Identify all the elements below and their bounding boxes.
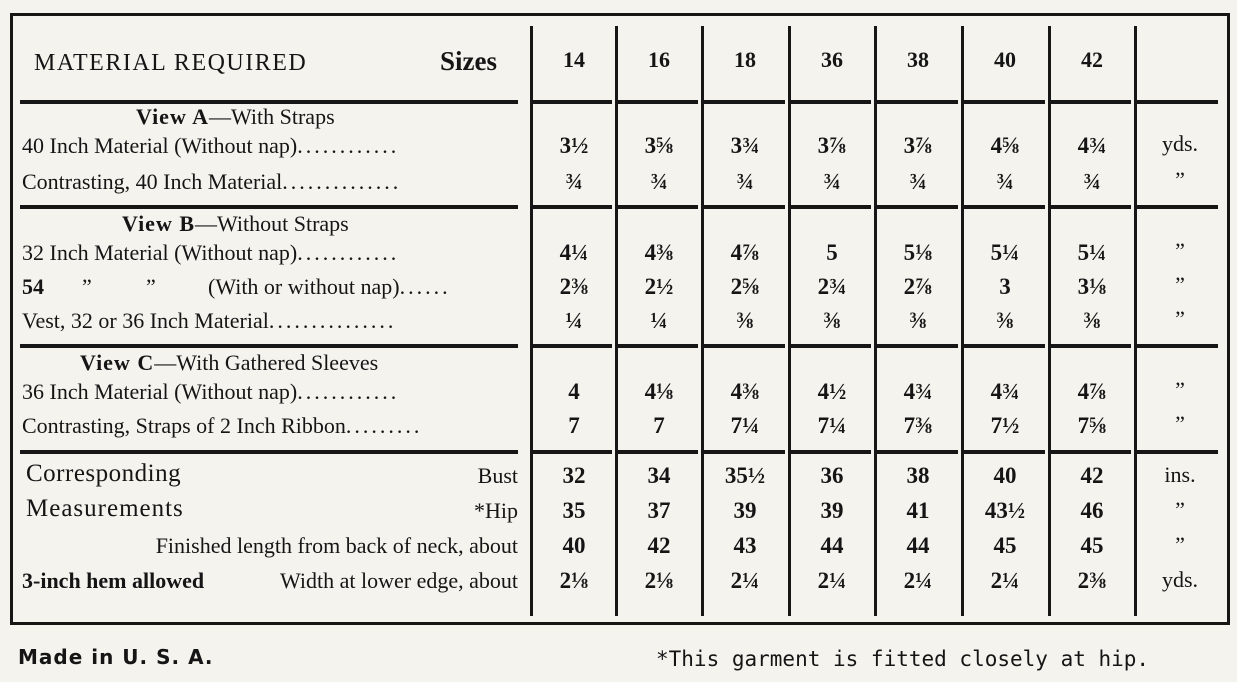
value-cell: 5⅛ bbox=[903, 240, 933, 265]
unit-cell: ” bbox=[1175, 411, 1185, 436]
material-label bbox=[22, 308, 396, 334]
value-cell: 32 bbox=[562, 463, 586, 488]
horizontal-rule bbox=[791, 205, 871, 209]
value-cell: 46 bbox=[1080, 498, 1104, 523]
label-text: Contrasting, 40 Inch Material bbox=[22, 169, 283, 194]
label-text: Contrasting, Straps of 2 Inch Ribbon bbox=[22, 413, 346, 438]
horizontal-rule bbox=[20, 205, 518, 209]
value-cell: 4¼ bbox=[559, 240, 589, 265]
view-heading bbox=[136, 104, 335, 130]
column-divider bbox=[874, 26, 877, 616]
measurement-label: Bust bbox=[477, 463, 518, 488]
horizontal-rule bbox=[533, 450, 612, 454]
value-cell: 40 bbox=[993, 463, 1017, 488]
value-cell: 3½ bbox=[559, 133, 589, 158]
value-cell: 2⅛ bbox=[559, 568, 589, 593]
size-header-40: 40 bbox=[994, 47, 1016, 72]
horizontal-rule bbox=[618, 450, 698, 454]
horizontal-rule bbox=[1137, 100, 1218, 104]
view-heading bbox=[80, 350, 378, 376]
horizontal-rule bbox=[877, 205, 958, 209]
unit-cell: ” bbox=[1175, 377, 1185, 402]
value-cell: ¾ bbox=[909, 169, 927, 194]
horizontal-rule bbox=[1051, 205, 1131, 209]
value-cell: 36 bbox=[820, 463, 844, 488]
dot-leader: ............ bbox=[297, 240, 400, 265]
value-cell: 35½ bbox=[724, 463, 766, 488]
measurements-label: Measurements bbox=[26, 495, 184, 522]
value-cell: 2¼ bbox=[903, 568, 933, 593]
dot-leader: ...... bbox=[399, 274, 451, 299]
value-cell: 44 bbox=[820, 533, 844, 558]
value-cell: 39 bbox=[820, 498, 844, 523]
value-cell: 2⅜ bbox=[559, 274, 589, 299]
value-cell: 37 bbox=[647, 498, 671, 523]
value-cell: 45 bbox=[993, 533, 1017, 558]
unit-cell: ins. bbox=[1164, 462, 1196, 487]
horizontal-rule bbox=[964, 344, 1045, 348]
value-cell: 3⅞ bbox=[817, 133, 847, 158]
value-cell: 2⅝ bbox=[730, 274, 760, 299]
size-header-38: 38 bbox=[907, 47, 929, 72]
corresponding-label: Corresponding bbox=[26, 460, 182, 487]
value-cell: 45 bbox=[1080, 533, 1104, 558]
view-description: —With Straps bbox=[209, 104, 335, 129]
label-text: (With or without nap) bbox=[208, 274, 400, 299]
horizontal-rule bbox=[1051, 344, 1131, 348]
horizontal-rule bbox=[964, 205, 1045, 209]
horizontal-rule bbox=[791, 450, 871, 454]
unit-cell: ” bbox=[1175, 532, 1185, 557]
measurement-label: *Hip bbox=[474, 498, 518, 523]
value-cell: 41 bbox=[906, 498, 930, 523]
value-cell: 3⅝ bbox=[644, 133, 674, 158]
value-cell: 2⅜ bbox=[1077, 568, 1107, 593]
horizontal-rule bbox=[1137, 344, 1218, 348]
horizontal-rule bbox=[618, 344, 698, 348]
unit-cell: ” bbox=[1175, 272, 1185, 297]
value-cell: 2¾ bbox=[817, 274, 847, 299]
horizontal-rule bbox=[704, 100, 785, 104]
column-divider bbox=[615, 26, 618, 616]
dot-leader: ............ bbox=[297, 133, 400, 158]
value-cell: ⅜ bbox=[909, 308, 927, 333]
view-description: —With Gathered Sleeves bbox=[154, 350, 379, 375]
value-cell: ⅜ bbox=[996, 308, 1014, 333]
value-cell: ⅜ bbox=[823, 308, 841, 333]
value-cell: 38 bbox=[906, 463, 930, 488]
dot-leader: ............ bbox=[297, 379, 400, 404]
value-cell: 34 bbox=[647, 463, 671, 488]
value-cell: 7½ bbox=[990, 413, 1020, 438]
horizontal-rule bbox=[20, 450, 518, 454]
material-label bbox=[22, 169, 401, 195]
value-cell: 3⅛ bbox=[1077, 274, 1107, 299]
value-cell: 2½ bbox=[644, 274, 674, 299]
ditto-mark: ” bbox=[146, 274, 156, 299]
value-cell: 4½ bbox=[817, 379, 847, 404]
value-cell: ¾ bbox=[736, 169, 754, 194]
unit-cell: ” bbox=[1175, 167, 1185, 192]
value-cell: 4⅞ bbox=[730, 240, 760, 265]
value-cell: 43½ bbox=[984, 498, 1026, 523]
horizontal-rule bbox=[964, 100, 1045, 104]
value-cell: 4⅜ bbox=[644, 240, 674, 265]
value-cell: 35 bbox=[562, 498, 586, 523]
horizontal-rule bbox=[877, 344, 958, 348]
dot-leader: .............. bbox=[282, 169, 402, 194]
view-heading bbox=[122, 211, 349, 237]
value-cell: 4¾ bbox=[1077, 133, 1107, 158]
value-cell: ¾ bbox=[650, 169, 668, 194]
value-cell: 2⅞ bbox=[903, 274, 933, 299]
column-divider bbox=[1134, 26, 1137, 616]
value-cell: 4¾ bbox=[990, 379, 1020, 404]
horizontal-rule bbox=[704, 450, 785, 454]
value-cell: 5¼ bbox=[1077, 240, 1107, 265]
value-cell: 40 bbox=[562, 533, 586, 558]
measurement-label: Finished length from back of neck, about bbox=[155, 533, 518, 558]
label-text: 36 Inch Material (Without nap) bbox=[22, 379, 298, 404]
horizontal-rule bbox=[791, 344, 871, 348]
value-cell: 44 bbox=[906, 533, 930, 558]
value-cell: 39 bbox=[733, 498, 757, 523]
label-text: 32 Inch Material (Without nap) bbox=[22, 240, 298, 265]
view-name: View C bbox=[80, 350, 155, 375]
horizontal-rule bbox=[618, 100, 698, 104]
value-cell: 5 bbox=[826, 240, 838, 265]
value-cell: 2¼ bbox=[990, 568, 1020, 593]
horizontal-rule bbox=[877, 450, 958, 454]
value-cell: 2¼ bbox=[817, 568, 847, 593]
value-cell: 2⅛ bbox=[644, 568, 674, 593]
value-cell: ⅜ bbox=[1083, 308, 1101, 333]
value-cell: ¾ bbox=[1083, 169, 1101, 194]
value-cell: 42 bbox=[647, 533, 671, 558]
column-divider bbox=[788, 26, 791, 616]
size-header-36: 36 bbox=[821, 47, 843, 72]
material-width: 54 bbox=[22, 274, 44, 299]
column-divider bbox=[1048, 26, 1051, 616]
measurement-label: Width at lower edge, about bbox=[280, 568, 518, 593]
horizontal-rule bbox=[533, 344, 612, 348]
column-divider bbox=[530, 26, 533, 616]
horizontal-rule bbox=[704, 205, 785, 209]
horizontal-rule bbox=[618, 205, 698, 209]
size-header-14: 14 bbox=[563, 47, 585, 72]
value-cell: ¼ bbox=[565, 308, 583, 333]
material-label bbox=[22, 240, 399, 266]
horizontal-rule bbox=[704, 344, 785, 348]
value-cell: 4⅞ bbox=[1077, 379, 1107, 404]
value-cell: 3¾ bbox=[730, 133, 760, 158]
value-cell: 2¼ bbox=[730, 568, 760, 593]
value-cell: 5¼ bbox=[990, 240, 1020, 265]
label-text: 40 Inch Material (Without nap) bbox=[22, 133, 298, 158]
unit-cell: yds. bbox=[1161, 131, 1199, 156]
value-cell: 3⅞ bbox=[903, 133, 933, 158]
value-cell: 4⅜ bbox=[730, 379, 760, 404]
made-in-usa: Made in U. S. A. bbox=[18, 645, 214, 669]
horizontal-rule bbox=[1137, 205, 1218, 209]
fit-footnote: *This garment is fitted closely at hip. bbox=[656, 647, 1150, 671]
unit-cell: yds. bbox=[1161, 567, 1199, 592]
value-cell: 7⅜ bbox=[903, 413, 933, 438]
horizontal-rule bbox=[1137, 450, 1218, 454]
value-cell: 43 bbox=[733, 533, 757, 558]
size-header-16: 16 bbox=[648, 47, 670, 72]
value-cell: 4¾ bbox=[903, 379, 933, 404]
material-label bbox=[22, 413, 422, 439]
unit-cell: ” bbox=[1175, 238, 1185, 263]
view-name: View A bbox=[136, 104, 210, 129]
value-cell: 7 bbox=[568, 413, 580, 438]
size-header-18: 18 bbox=[734, 47, 756, 72]
size-header-42: 42 bbox=[1081, 47, 1103, 72]
value-cell: 4⅝ bbox=[990, 133, 1020, 158]
dot-leader: ......... bbox=[345, 413, 423, 438]
horizontal-rule bbox=[1051, 450, 1131, 454]
view-description: —Without Straps bbox=[195, 211, 349, 236]
value-cell: 7¼ bbox=[730, 413, 760, 438]
material-label bbox=[22, 133, 399, 159]
horizontal-rule bbox=[1051, 100, 1131, 104]
table-title: MATERIAL REQUIRED bbox=[34, 50, 308, 76]
value-cell: 3 bbox=[999, 274, 1011, 299]
sizes-label: Sizes bbox=[440, 46, 497, 76]
value-cell: 7 bbox=[653, 413, 665, 438]
unit-cell: ” bbox=[1175, 497, 1185, 522]
unit-cell: ” bbox=[1175, 306, 1185, 331]
horizontal-rule bbox=[533, 205, 612, 209]
material-label bbox=[208, 274, 451, 300]
value-cell: 7⅝ bbox=[1077, 413, 1107, 438]
horizontal-rule bbox=[533, 100, 612, 104]
value-cell: ¼ bbox=[650, 308, 668, 333]
material-label bbox=[22, 379, 399, 405]
hem-note: 3-inch hem allowed bbox=[22, 568, 205, 593]
horizontal-rule bbox=[877, 100, 958, 104]
value-cell: 4⅛ bbox=[644, 379, 674, 404]
value-cell: 7¼ bbox=[817, 413, 847, 438]
value-cell: 42 bbox=[1080, 463, 1104, 488]
ditto-mark: ” bbox=[82, 274, 92, 299]
column-divider bbox=[961, 26, 964, 616]
value-cell: ¾ bbox=[823, 169, 841, 194]
horizontal-rule bbox=[964, 450, 1045, 454]
value-cell: ⅜ bbox=[736, 308, 754, 333]
horizontal-rule bbox=[20, 344, 518, 348]
value-cell: ¾ bbox=[565, 169, 583, 194]
horizontal-rule bbox=[791, 100, 871, 104]
value-cell: 4 bbox=[568, 379, 580, 404]
view-name: View B bbox=[122, 211, 196, 236]
label-text: Vest, 32 or 36 Inch Material bbox=[22, 308, 269, 333]
value-cell: ¾ bbox=[996, 169, 1014, 194]
column-divider bbox=[701, 26, 704, 616]
dot-leader: ............... bbox=[268, 308, 397, 333]
